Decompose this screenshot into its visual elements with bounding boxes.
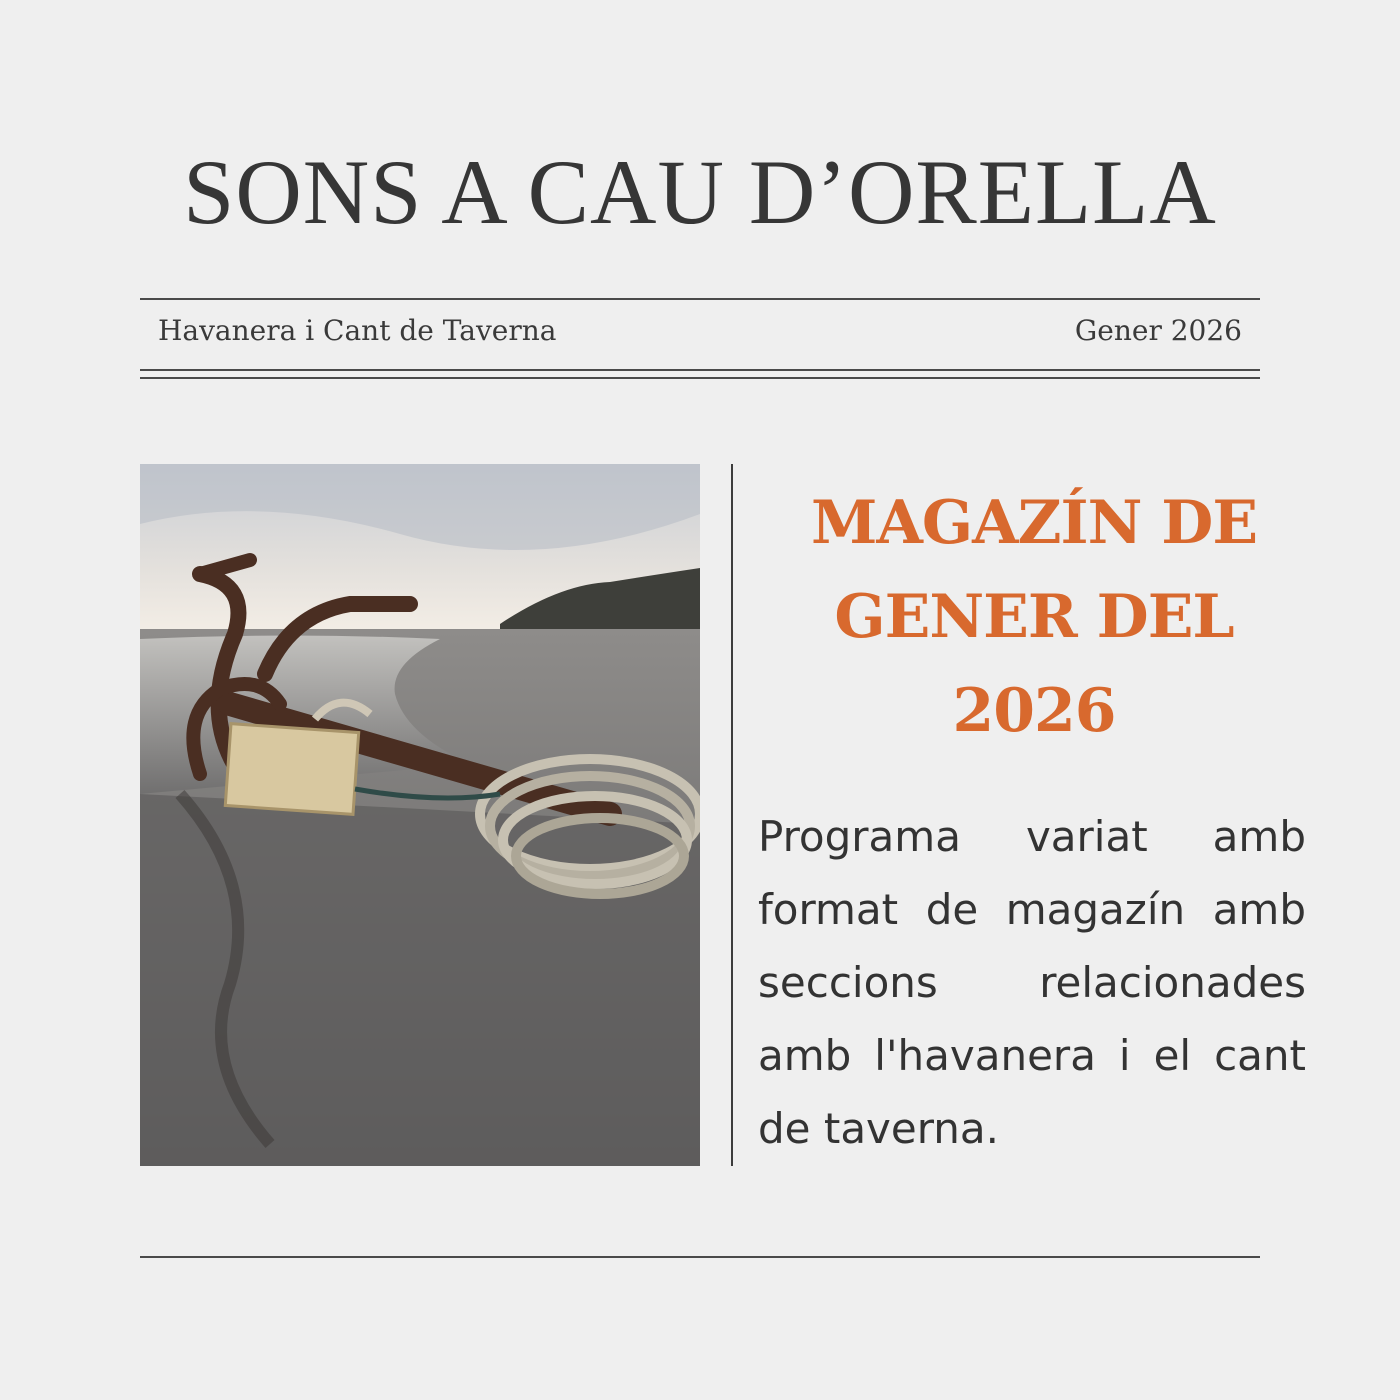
anchor-on-beach-icon — [140, 464, 700, 1166]
section-label: Havanera i Cant de Taverna — [158, 314, 557, 347]
column-divider — [731, 464, 733, 1166]
issue-date: Gener 2026 — [1074, 314, 1242, 347]
article-body: Programa variat amb format de magazín amb seccions relacionades amb l'havanera i el cant de taverna. — [758, 812, 1306, 1153]
double-rule-bottom — [140, 377, 1260, 379]
bottom-rule — [140, 1256, 1260, 1258]
double-rule-top — [140, 369, 1260, 371]
subheader-bar — [158, 314, 1242, 347]
masthead-title: SONS A CAU D’ORELLA — [183, 141, 1217, 243]
top-rule — [140, 298, 1260, 300]
anchor-photo — [140, 464, 700, 1166]
article-headline: MAGAZÍN DE GENER DEL 2026 — [810, 488, 1258, 746]
